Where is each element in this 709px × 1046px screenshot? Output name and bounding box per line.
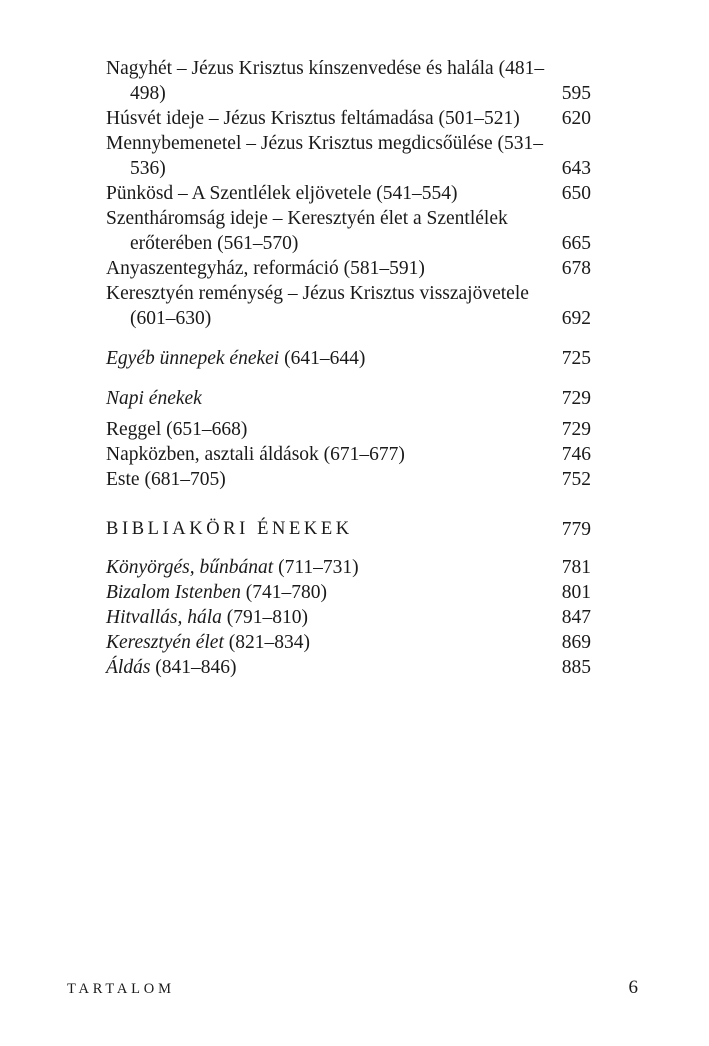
toc-entry-title: Reggel (651–668) bbox=[106, 419, 248, 440]
toc-entry-range: (641–644) bbox=[279, 348, 366, 369]
toc-entry-title bbox=[106, 655, 562, 680]
toc-entry-range: (841–846) bbox=[150, 657, 237, 678]
toc-entry-page: 725 bbox=[561, 348, 591, 369]
toc-entry-title: Pünkösd – A Szentlélek eljövetele (541–554) bbox=[106, 183, 458, 204]
toc-entry-napi-enekek[interactable] bbox=[106, 386, 591, 411]
toc-entry-title bbox=[106, 580, 562, 605]
toc-entry-page: 847 bbox=[561, 607, 591, 628]
section-heading-title: BIBLIAKÖRI ÉNEKEK bbox=[106, 519, 353, 539]
toc-entry-page: 729 bbox=[561, 388, 591, 409]
toc-entry-italic-title: Keresztyén élet bbox=[106, 632, 224, 653]
toc-entry-page: 801 bbox=[561, 582, 591, 603]
toc-entry-page: 678 bbox=[561, 258, 591, 279]
toc-entry-page: 650 bbox=[561, 183, 591, 204]
footer-running-title: TARTALOM bbox=[67, 981, 175, 997]
toc-entry[interactable] bbox=[106, 281, 591, 331]
toc-entry-page: 620 bbox=[561, 108, 591, 129]
toc-entry[interactable] bbox=[106, 442, 591, 467]
toc-entry-title: Napközben, asztali áldások (671–677) bbox=[106, 444, 405, 465]
toc-entry-title: Napi énekek bbox=[106, 388, 202, 409]
toc-entry[interactable] bbox=[106, 417, 591, 442]
toc-entry[interactable] bbox=[106, 106, 591, 131]
toc-entry-title: Este (681–705) bbox=[106, 469, 226, 490]
toc-entry[interactable] bbox=[106, 605, 591, 630]
toc-entry[interactable] bbox=[106, 555, 591, 580]
toc-entry-egyeb-unnepek[interactable] bbox=[106, 346, 591, 371]
toc-entry[interactable] bbox=[106, 256, 591, 281]
toc-entry-range: (741–780) bbox=[240, 582, 327, 603]
toc-entry-page: 869 bbox=[561, 632, 591, 653]
toc-entry-range: (711–731) bbox=[273, 557, 359, 578]
toc-entry-range: (791–810) bbox=[221, 607, 309, 628]
toc-entry-italic-title: Könyörgés, bűnbánat bbox=[106, 557, 274, 578]
toc-entry[interactable] bbox=[106, 655, 591, 680]
toc-entry-page: 781 bbox=[561, 557, 591, 578]
toc-entry-italic-title: Áldás bbox=[106, 657, 151, 678]
toc-entry-title: Anyaszentegyház, reformáció (581–591) bbox=[106, 258, 425, 279]
toc-entry[interactable] bbox=[106, 56, 591, 106]
footer-page-number: 6 bbox=[628, 977, 638, 998]
toc-entry-title: Szentháromság ideje – Keresztyén élet a Szentlélek erőterében (561–570) bbox=[106, 208, 508, 254]
toc-entry-page: 752 bbox=[561, 469, 591, 490]
toc-entry-title: Keresztyén reménység – Jézus Krisztus visszajövetele (601–630) bbox=[106, 283, 529, 329]
toc-entry-italic-title: Hitvallás, hála bbox=[106, 607, 222, 628]
toc-group-bibliakori bbox=[106, 555, 591, 680]
toc-section-heading[interactable] bbox=[106, 517, 591, 542]
toc-entry-title: Mennybemenetel – Jézus Krisztus megdicsőülése (531–536) bbox=[106, 133, 544, 179]
toc-entry-title bbox=[106, 630, 562, 655]
toc-entry-page: 692 bbox=[561, 308, 591, 329]
toc-entry[interactable] bbox=[106, 181, 591, 206]
toc-group-unnepek bbox=[106, 56, 591, 331]
toc-entry-page: 885 bbox=[561, 657, 591, 678]
table-of-contents bbox=[106, 56, 591, 680]
toc-entry-title bbox=[106, 346, 562, 371]
toc-entry-page: 595 bbox=[561, 83, 591, 104]
toc-entry[interactable] bbox=[106, 131, 591, 181]
toc-entry-page: 746 bbox=[561, 444, 591, 465]
toc-entry-page: 643 bbox=[561, 158, 591, 179]
toc-entry-page: 779 bbox=[561, 519, 591, 540]
toc-entry-title bbox=[106, 605, 562, 630]
toc-entry-italic-title: Egyéb ünnepek énekei bbox=[106, 348, 280, 369]
toc-group-napi bbox=[106, 417, 591, 492]
toc-entry-title: Nagyhét – Jézus Krisztus kínszenvedése és halála (481–498) bbox=[106, 58, 545, 104]
toc-entry-range: (821–834) bbox=[223, 632, 310, 653]
toc-entry[interactable] bbox=[106, 467, 591, 492]
toc-entry-title: Húsvét ideje – Jézus Krisztus feltámadása (501–521) bbox=[106, 108, 520, 129]
toc-entry[interactable] bbox=[106, 580, 591, 605]
toc-entry-page: 729 bbox=[561, 419, 591, 440]
toc-entry-page: 665 bbox=[561, 233, 591, 254]
toc-entry[interactable] bbox=[106, 630, 591, 655]
toc-entry-italic-title: Bizalom Istenben bbox=[106, 582, 241, 603]
toc-entry-title bbox=[106, 555, 562, 580]
toc-entry[interactable] bbox=[106, 206, 591, 256]
